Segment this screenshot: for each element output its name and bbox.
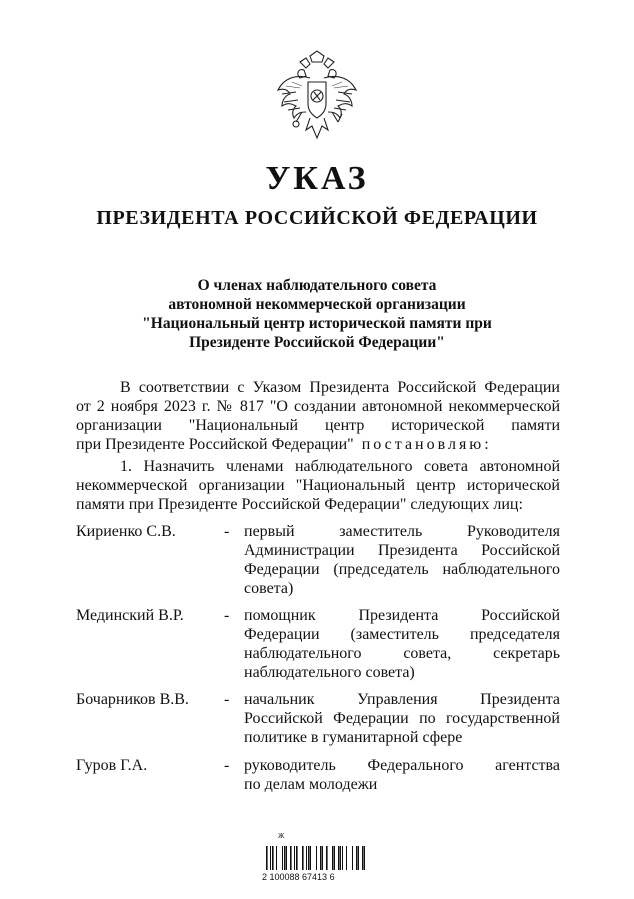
barcode-icon <box>266 846 366 870</box>
member-position <box>244 522 560 598</box>
subject-line: Президенте Российской Федерации" <box>189 334 445 351</box>
barcode-number: 2 100088 67413 6 <box>262 872 335 882</box>
position-line: по делам молодежи <box>244 776 378 793</box>
member-name: Мединский В.Р. <box>76 607 184 624</box>
member-dash: - <box>224 607 230 624</box>
position-line: помощник Президента Российской <box>244 607 560 624</box>
member-dash: - <box>224 691 230 708</box>
subject-line: автономной некоммерческой организации <box>168 296 466 313</box>
member-dash: - <box>224 523 230 540</box>
member-position <box>244 606 560 682</box>
subject-line: О членах наблюдательного совета <box>197 277 437 294</box>
preamble-line: В соответствии с Указом Президента Российской Федерации <box>120 379 560 396</box>
decree-subject <box>90 276 544 352</box>
preamble-line-with-decree <box>76 435 560 454</box>
position-line: Российской Федерации по государственной <box>244 710 560 727</box>
position-line: совета) <box>244 580 294 597</box>
decree-word: постановляю: <box>361 436 492 453</box>
clause-1 <box>76 457 560 514</box>
clause-line: 1. Назначить членами наблюдательного совета автономной <box>120 458 560 475</box>
barcode-mark: Ж <box>278 832 285 840</box>
subject-line: "Национальный центр исторической памяти при <box>142 315 492 332</box>
member-name: Кириенко С.В. <box>76 523 176 540</box>
position-line: Федерации (заместитель председателя <box>244 626 560 643</box>
position-line: Федерации (председатель наблюдательного <box>244 561 560 578</box>
position-line: начальник Управления Президента <box>244 691 560 708</box>
preamble-line: организации "Национальный центр исторической памяти <box>76 417 560 434</box>
member-name: Гуров Г.А. <box>76 757 148 774</box>
position-line: политике в гуманитарной сфере <box>244 729 463 746</box>
member-name: Бочарников В.В. <box>76 691 189 708</box>
document-title: УКАЗ <box>265 160 369 197</box>
clause-line: памяти при Президенте Российской Федерации" следующих лиц: <box>76 496 523 513</box>
position-line: наблюдательного совета) <box>244 664 415 681</box>
barcode-block <box>262 832 372 882</box>
member-position <box>244 756 560 794</box>
member-position <box>244 690 560 747</box>
preamble-line: при Президенте Российской Федерации" <box>76 436 354 453</box>
position-line: наблюдательного совета, секретарь <box>244 645 560 662</box>
preamble <box>76 378 560 454</box>
preamble-line: от 2 ноября 2023 г. № 817 "О создании автономной некоммерческой <box>76 398 560 415</box>
position-line: Администрации Президента Российской <box>244 542 560 559</box>
document-subtitle: ПРЕЗИДЕНТА РОССИЙСКОЙ ФЕДЕРАЦИИ <box>96 207 538 229</box>
position-line: руководитель Федерального агентства <box>244 757 560 774</box>
russian-coat-of-arms-icon <box>272 48 362 148</box>
member-dash: - <box>224 757 230 774</box>
clause-line: некоммерческой организации "Национальный центр исторической <box>76 477 560 494</box>
position-line: первый заместитель Руководителя <box>244 523 560 540</box>
